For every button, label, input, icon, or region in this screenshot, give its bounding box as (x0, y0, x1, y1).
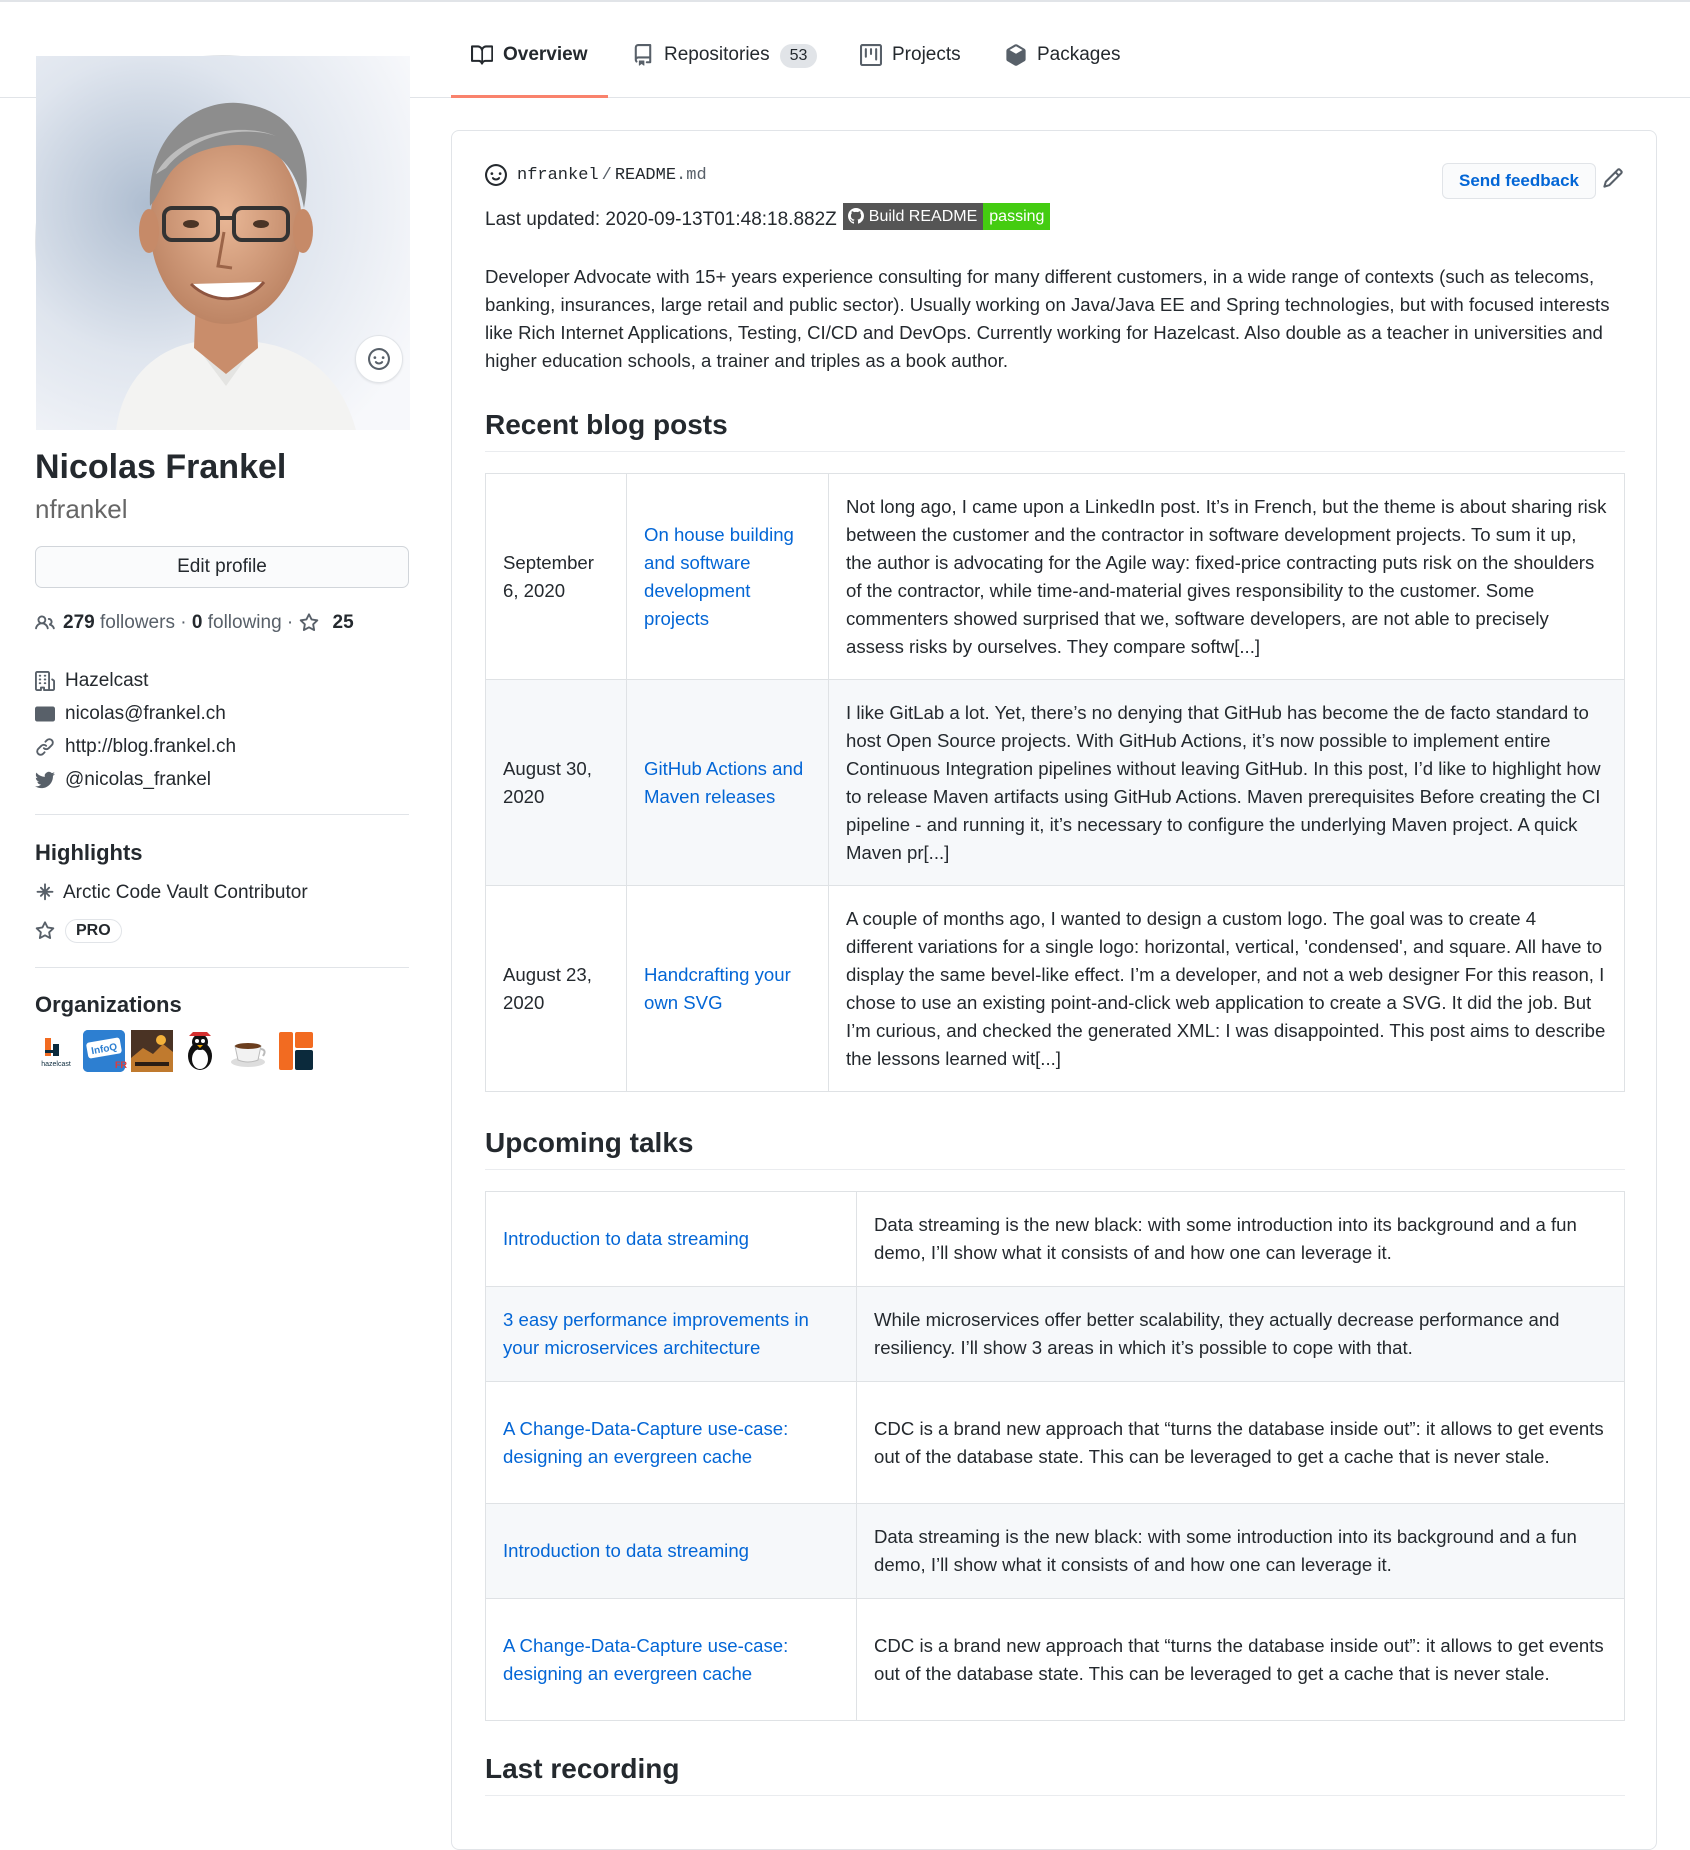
star-icon (299, 613, 319, 633)
talk-title-link[interactable]: Introduction to data streaming (503, 1540, 749, 1561)
table-row (486, 1504, 1625, 1599)
avatar-container (35, 55, 409, 429)
readme-bio: Developer Advocate with 15+ years experience consulting for many different customers, in a wide range of contexts (such as telecoms, banking, insurances, large retail and public sector). Usually working on Java/Java EE and Spring technologies, but with focused interests like Rich Internet Applications, Testing, CI/CD and DevOps. Currently working for Hazelcast. Also double as a teacher in universities and higher education schools, a trainer and triples as a book author. (485, 266, 1610, 371)
avatar[interactable] (35, 55, 409, 429)
repo-icon (632, 44, 654, 66)
post-title-link[interactable]: GitHub Actions and Maven releases (644, 757, 804, 807)
talk-title-link[interactable]: 3 easy performance improvements in your microservices architecture (503, 1309, 809, 1358)
edit-profile-button[interactable]: Edit profile (35, 546, 409, 588)
pro-badge: PRO (65, 919, 122, 943)
badge-label: Build README (868, 207, 978, 225)
organization-icon (35, 671, 55, 691)
post-excerpt: A couple of months ago, I wanted to design a custom logo. The goal was to create 4 different variations for a single logo: horizontal, vertical, 'condensed', and square. All have to display the same bevel-like effect. I’m a developer, and not a web designer For this reason, I chose to use an existing point-and-click web application to create a SVG. It did the job. But I’m curious, and checked the generated XML: I was disappointed. This post aims to describe the lessons learned wit[...] (829, 886, 1625, 1092)
highlight-arctic[interactable] (35, 882, 308, 904)
talk-title-link[interactable]: Introduction to data streaming (503, 1228, 749, 1249)
vcard-website[interactable] (35, 736, 236, 758)
post-excerpt: Not long ago, I came upon a LinkedIn post. It’s in French, but the theme is about sharing risk between the customer and the contractor in software development projects. To sum it up, the author is advocating for the Agile way: fixed-price contracting puts risk on the shoulders of the contractor, while time-and-material gives responsibility to the customer. Some commenters showed surprised that we, software developers, are not able to precisely assess risks by ourselves. They compare softw[...] (829, 474, 1625, 680)
email-link[interactable]: nicolas@frankel.ch (65, 703, 226, 724)
tab-projects[interactable] (860, 44, 961, 98)
hazelcast-logo-text: hazelcast (41, 1061, 71, 1068)
tab-projects-label: Projects (892, 44, 961, 65)
link-icon (35, 737, 55, 757)
last-updated (485, 209, 1050, 231)
twitter-handle[interactable]: @nicolas_frankel (65, 769, 212, 790)
sidebar-divider (35, 967, 409, 968)
post-title-link[interactable]: On house building and software development projects (644, 523, 794, 629)
tab-packages[interactable] (1005, 44, 1120, 98)
following-label: following (207, 612, 282, 633)
talk-description: CDC is a brand new approach that “turns the database inside out”: it allows to get events out of the database state. This can be leveraged to get a cache that is never stale. (857, 1599, 1625, 1721)
org-6[interactable] (275, 1030, 317, 1072)
org-3[interactable] (131, 1030, 173, 1072)
readme-file-link[interactable]: README (614, 165, 677, 185)
talk-description: Data streaming is the new black: with some introduction into its background and a fun demo, I’ll show what it consists of and how one can leverage it. (857, 1192, 1625, 1287)
talk-description: CDC is a brand new approach that “turns the database inside out”: it allows to get events out of the database state. This can be leveraged to get a cache that is never stale. (857, 1382, 1625, 1504)
sidebar-divider (35, 814, 409, 815)
vcard-twitter[interactable] (35, 769, 211, 791)
pencil-icon[interactable] (1602, 167, 1624, 189)
profile-fullname: Nicolas Frankel (35, 448, 287, 486)
company-name: Hazelcast (65, 670, 149, 691)
coffee-cup-icon (227, 1030, 269, 1072)
last-updated-text: Last updated: 2020-09-13T01:48:18.882Z (485, 209, 837, 230)
table-row (486, 1287, 1625, 1382)
readme-file-ext: .md (676, 165, 707, 185)
post-excerpt: I like GitLab a lot. Yet, there’s no denying that GitHub has become the de facto standard to host Open Source projects. With GitHub Actions, it’s now possible to implement entire Continuous Integration pipelines without leaving GitHub. In this post, I’d like to highlight how to release Maven artifacts using GitHub Actions. Maven prerequisites Before creating the CI pipeline - and running it, it’s necessary to configure the underlying Maven project. A quick Maven pr[...] (829, 680, 1625, 886)
tab-overview[interactable] (451, 44, 608, 98)
org-infoq[interactable] (83, 1030, 125, 1072)
github-icon (848, 208, 864, 224)
talk-title-link[interactable]: A Change-Data-Capture use-case: designing an evergreen cache (503, 1634, 789, 1684)
blog-posts-table (485, 473, 1625, 1092)
website-link[interactable]: http://blog.frankel.ch (65, 736, 237, 757)
org-4[interactable] (179, 1030, 221, 1072)
table-row (486, 1382, 1625, 1504)
package-icon (1005, 44, 1027, 66)
table-row (486, 886, 1625, 1092)
smiley-icon (485, 164, 507, 186)
org-5[interactable] (227, 1030, 269, 1072)
readme-owner-link[interactable]: nfrankel (517, 165, 599, 185)
followers-label: followers (99, 612, 175, 633)
tab-overview-label: Overview (503, 44, 588, 65)
svg-text:InfoQ: InfoQ (90, 1041, 119, 1058)
talk-description: Data streaming is the new black: with some introduction into its background and a fun demo, I’ll show what it consists of and how one can leverage it. (857, 1504, 1625, 1599)
upcoming-talks-table (485, 1191, 1625, 1721)
infoq-logo (83, 1030, 125, 1072)
star-icon (35, 921, 55, 941)
build-readme-badge[interactable] (843, 203, 1051, 230)
penguin-logo (179, 1030, 221, 1072)
profile-login: nfrankel (35, 494, 128, 524)
post-date: August 30, 2020 (486, 680, 627, 886)
highlight-pro[interactable] (35, 919, 122, 943)
table-row (486, 1599, 1625, 1721)
hazelcast-logo (35, 1030, 77, 1072)
svg-text:FR: FR (115, 1060, 127, 1070)
org-logo-blocks (275, 1030, 317, 1072)
org-hazelcast[interactable] (35, 1030, 77, 1072)
profile-readme (451, 130, 1657, 1850)
highlight-arctic-label: Arctic Code Vault Contributor (63, 882, 308, 903)
org-logo-image (131, 1030, 173, 1072)
book-icon (471, 44, 493, 66)
smiley-icon (368, 348, 390, 370)
talk-title-link[interactable]: A Change-Data-Capture use-case: designing an evergreen cache (503, 1417, 789, 1467)
last-recording-heading: Last recording (485, 1753, 1625, 1796)
tab-repositories[interactable] (632, 44, 817, 98)
highlights-heading: Highlights (35, 840, 143, 865)
post-date: August 23, 2020 (486, 886, 627, 1092)
tab-repositories-label: Repositories (664, 44, 770, 65)
mail-icon (35, 704, 55, 724)
stars-count[interactable]: 25 (332, 612, 354, 633)
followers-link[interactable] (63, 612, 175, 634)
path-separator: / (601, 165, 612, 185)
vcard-company (35, 670, 148, 692)
project-icon (860, 44, 882, 66)
avatar-portrait-image (36, 56, 410, 430)
badge-status: passing (983, 203, 1050, 230)
set-status-button[interactable] (355, 335, 403, 383)
snowflake-icon (35, 883, 55, 903)
separator-dot: · (174, 612, 192, 633)
separator-dot: · (281, 612, 299, 633)
table-row (486, 680, 1625, 886)
vcard-email[interactable] (35, 703, 226, 725)
readme-path (485, 164, 707, 186)
tab-packages-label: Packages (1037, 44, 1121, 65)
following-link[interactable] (192, 612, 282, 634)
organizations-list (35, 1030, 317, 1072)
blog-posts-heading: Recent blog posts (485, 409, 1625, 452)
post-date: September 6, 2020 (486, 474, 627, 680)
post-title-link[interactable]: Handcrafting your own SVG (644, 963, 791, 1013)
following-count: 0 (191, 612, 203, 633)
talk-description: While microservices offer better scalability, they actually decrease performance and resiliency. I’ll show 3 areas in which it’s possible to cope with that. (857, 1287, 1625, 1382)
twitter-icon (35, 770, 55, 790)
repositories-count: 53 (780, 44, 818, 68)
people-icon (35, 613, 55, 633)
table-row (486, 1192, 1625, 1287)
table-row (486, 474, 1625, 680)
send-feedback-button[interactable]: Send feedback (1442, 163, 1596, 199)
follow-stats (35, 612, 354, 634)
followers-count: 279 (63, 612, 95, 633)
organizations-heading: Organizations (35, 992, 182, 1017)
upcoming-talks-heading: Upcoming talks (485, 1127, 1625, 1170)
